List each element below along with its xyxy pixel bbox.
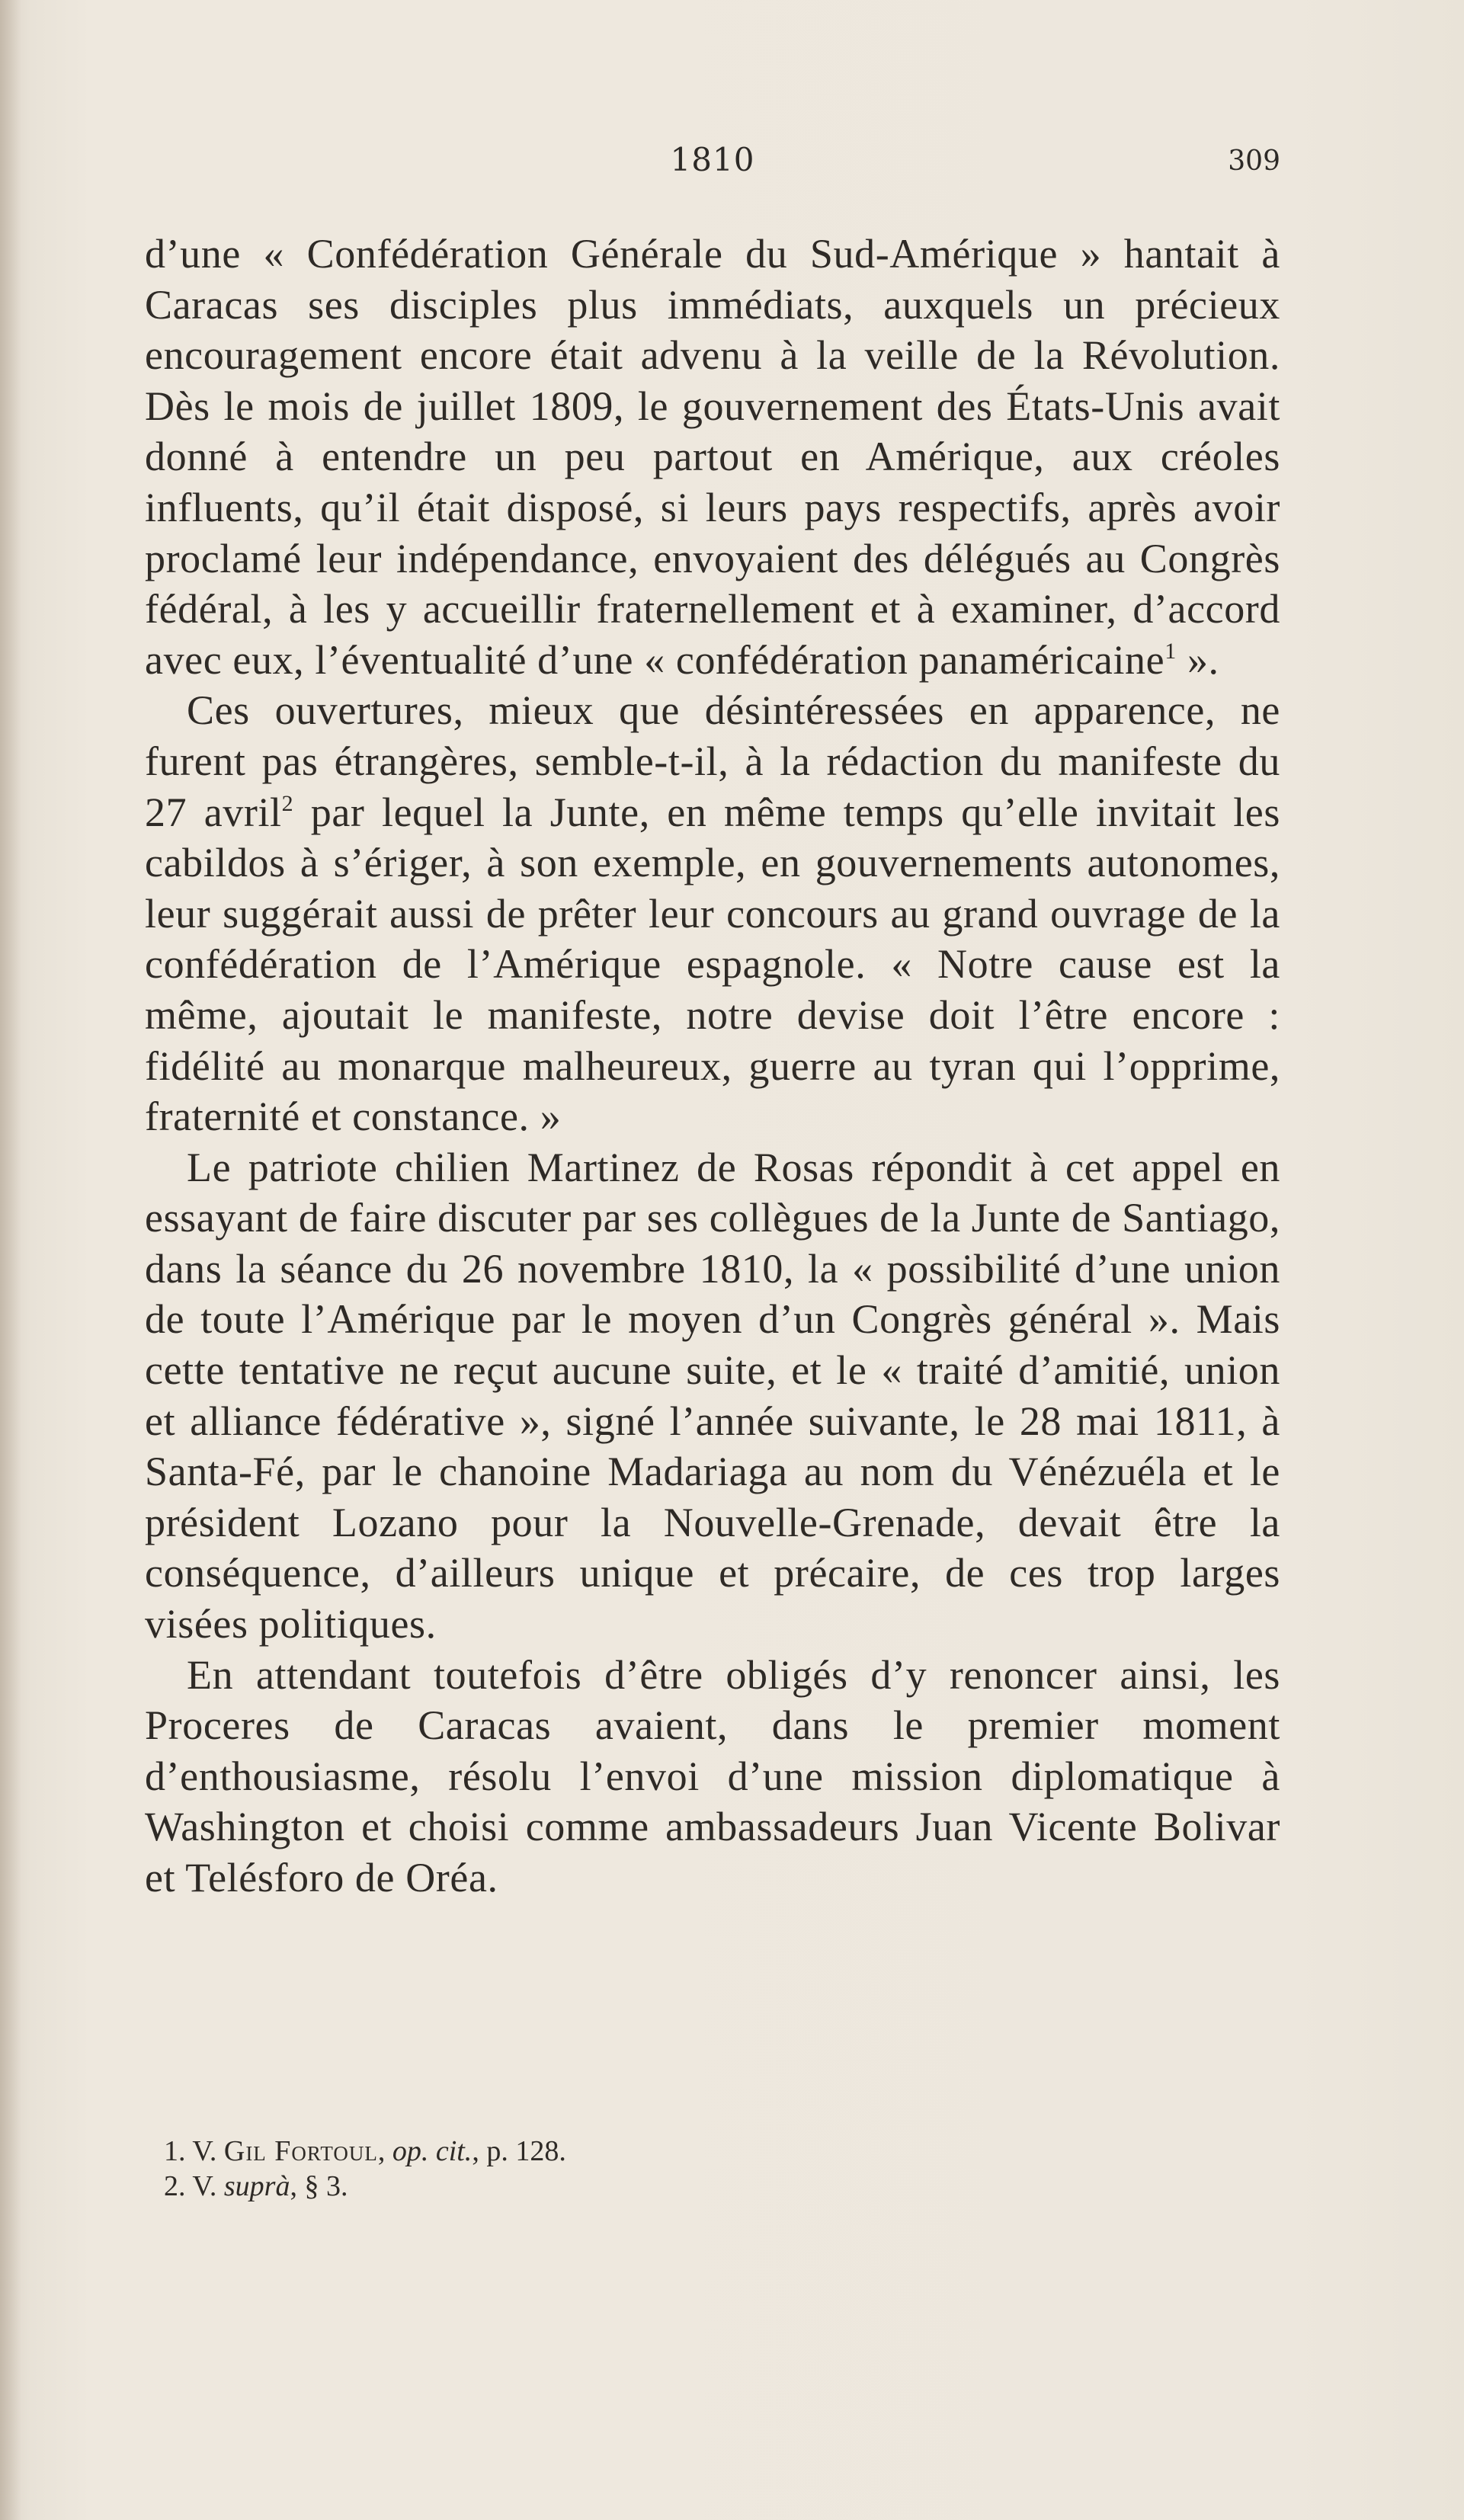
footnote-1-prefix: V. xyxy=(192,2135,217,2167)
paragraph-2-text: Ces ouvertures, mieux que désintéressées en apparence, ne furent pas étrangères, semble-t-il, à la rédaction du manifeste du 27 avril xyxy=(145,687,1280,835)
paragraph-1 xyxy=(145,229,1280,685)
footnotes xyxy=(164,2134,1231,2204)
paragraph-4: En attendant toutefois d’être obligés d’y renoncer ainsi, les Proceres de Caracas avaient, dans le premier moment d’enthousiasme, résolu l’envoi d’une mission diplomatique à Washington et choisi comme ambassadeurs Juan Vicente Bolivar et Telésforo de Oréa. xyxy=(145,1651,1280,1900)
running-head: 1810 xyxy=(670,141,755,178)
footnote-2 xyxy=(164,2169,1231,2204)
footnote-1: 1. V. Gil Fortoul, op. cit., p. 128. xyxy=(164,2135,566,2167)
footnote-2-number: 2. xyxy=(164,2170,186,2202)
book-spine-shadow xyxy=(0,0,21,2520)
footnote-2-prefix: V. xyxy=(192,2170,217,2202)
body-text xyxy=(145,229,1280,1904)
paragraph-1-text: d’une « Confédération Générale du Sud-Amérique » hantait à Caracas ses disciples plus immédiats, auxquels un précieux encouragement encore était advenu à la veille de la Révolution. Dès le mois de juillet 1809, le gouvernement des États-Unis avait donné à entendre un peu partout en Amérique, aux créoles influents, qu’il était disposé, si leurs pays respectifs, après avoir proclamé leur indépendance, envoyaient des délégués au Congrès fédéral, à les y accueillir fraternellement et à examiner, d’accord avec eux, l’éventualité d’une « confédération panaméricaine xyxy=(145,231,1280,683)
footnote-2-ref: suprà xyxy=(223,2170,290,2202)
paragraph-2 xyxy=(145,685,1280,1142)
footnote-1-page: , p. 128. xyxy=(472,2135,566,2167)
footnote-1-number: 1. xyxy=(164,2135,186,2167)
footnote-1-ref: op. cit. xyxy=(392,2135,473,2167)
footnote-ref-2[interactable]: 2 xyxy=(281,790,294,816)
page-header xyxy=(145,141,1280,187)
footnote-2-section: , § 3. xyxy=(290,2170,348,2202)
footnote-ref-1[interactable]: 1 xyxy=(1164,638,1177,664)
paragraph-1-text-end: ». xyxy=(1176,636,1219,683)
page-number: 309 xyxy=(1228,146,1280,177)
footnote-1-author: Gil Fortoul xyxy=(223,2135,378,2167)
paragraph-3: Le patriote chilien Martinez de Rosas répondit à cet appel en essayant de faire discuter par ses collègues de la Junte de Santiago, dans la séance du 26 novembre 1810, la « possibilité d’une union de toute l’Amérique par le moyen d’un Congrès général ». Mais cette tentative ne reçut aucune suite, et le « traité d’amitié, union et alliance fédérative », signé l’année suivante, le 28 mai 1811, à Santa-Fé, par le chanoine Madariaga au nom du Vénézuéla et le président Lozano pour la Nouvelle-Grenade, devait être la conséquence, d’ailleurs unique et précaire, de ces trop larges visées politiques. xyxy=(145,1144,1280,1647)
paragraph-2-text-end: par lequel la Junte, en même temps qu’elle invitait les cabildos à s’ériger, à son exemple, en gouvernements autonomes, leur suggérait aussi de prêter leur concours au grand ouvrage de la confédération de l’Amérique espagnole. « Notre cause est la même, ajoutait le manifeste, notre devise doit l’être encore : fidélité au monarque malheureux, guerre au tyran qui l’opprime, fraternité et constance. » xyxy=(145,789,1280,1140)
